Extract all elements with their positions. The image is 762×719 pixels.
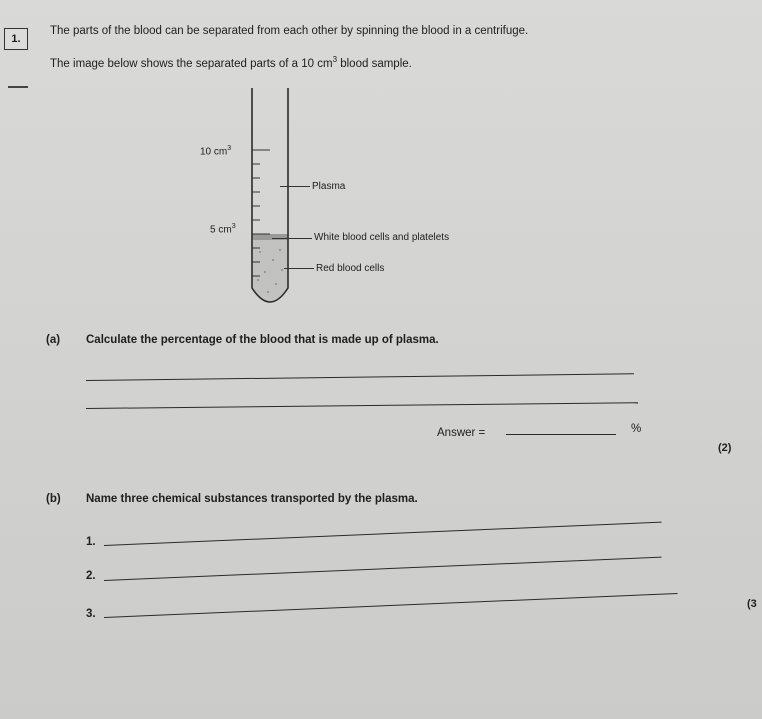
- label-plasma: Plasma: [312, 181, 346, 192]
- red-blood-cells-region: [252, 240, 288, 302]
- intro-line-1: The parts of the blood can be separated from each other by spinning the blood in a centrifuge.: [50, 25, 529, 37]
- part-b-label: (b): [46, 493, 61, 505]
- plasma-pointer: [280, 186, 310, 187]
- part-b-marks: (3: [747, 598, 757, 610]
- label-5-unit: cm: [218, 224, 232, 236]
- label-5-value: 5: [210, 224, 216, 236]
- part-a-question: Calculate the percentage of the blood that is made up of plasma.: [86, 334, 439, 346]
- part-a-marks: (2): [718, 442, 732, 454]
- wbc-band: [252, 234, 288, 240]
- part-b-text-bold: three: [120, 493, 149, 505]
- part-b-question: [86, 493, 418, 505]
- test-tube-diagram: [240, 80, 300, 315]
- list-item-2-label: 2.: [86, 570, 96, 582]
- intro-line-2-sup: 3: [332, 55, 338, 64]
- label-wbc: White blood cells and platelets: [314, 232, 450, 243]
- intro-line-2-prefix: The image below shows the separated parts of a 10: [50, 57, 315, 70]
- label-5cm3: [210, 223, 236, 235]
- wbc-pointer: [272, 238, 312, 239]
- answer-line-a1[interactable]: [86, 373, 634, 381]
- label-10cm3: [200, 145, 231, 157]
- answer-label: Answer =: [437, 427, 486, 439]
- label-10-sup: 3: [227, 145, 232, 152]
- answer-input-line[interactable]: [506, 434, 616, 435]
- part-b-text-after: chemical substances transported by the plasma.: [151, 493, 418, 505]
- stray-mark: [8, 86, 28, 88]
- label-10-value: 10: [200, 146, 212, 158]
- label-rbc: Red blood cells: [316, 263, 385, 274]
- label-10-unit: cm: [213, 146, 228, 158]
- part-a-label: (a): [46, 334, 61, 346]
- question-number: 1.: [4, 28, 28, 50]
- list-item-1-label: 1.: [86, 536, 96, 548]
- answer-line-b2[interactable]: [104, 557, 662, 581]
- label-5-sup: 3: [231, 223, 236, 230]
- answer-unit: %: [631, 423, 642, 435]
- answer-line-a2[interactable]: [86, 402, 638, 409]
- list-item-3-label: 3.: [86, 608, 96, 620]
- intro-line-2-suffix: blood sample.: [340, 57, 412, 70]
- answer-line-b1[interactable]: [104, 522, 662, 546]
- intro-line-2-unit: cm: [317, 57, 333, 70]
- part-b-text-before: Name: [86, 493, 118, 505]
- answer-line-b3[interactable]: [104, 593, 678, 618]
- intro-line-2: [50, 55, 412, 70]
- rbc-pointer: [284, 268, 314, 269]
